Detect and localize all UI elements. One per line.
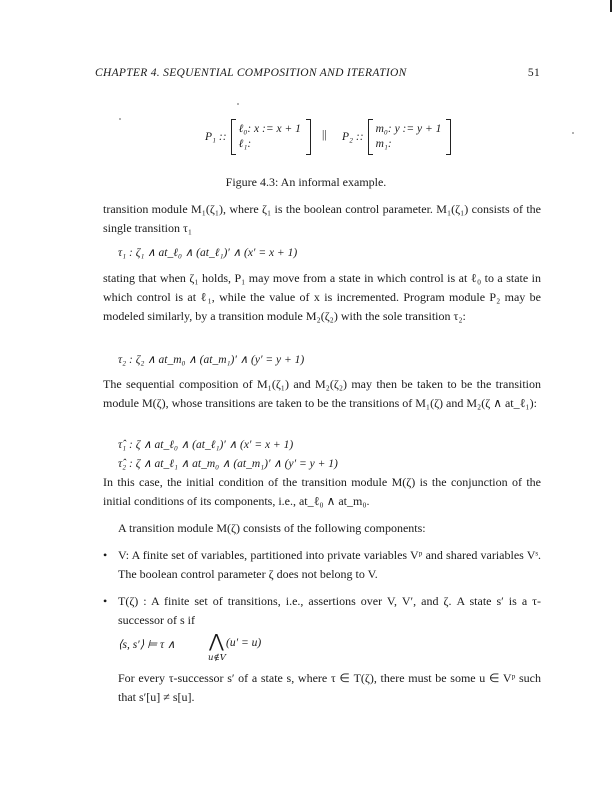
formula-tau2: τ₂ : ζ₂ ∧ at_m₀ ∧ (at_m₁)′ ∧ (y′ = y + 1) [118, 354, 305, 366]
formula-successor-lhs: ⟨s, s′⟩ ⊨ τ ∧ [118, 639, 176, 651]
scan-speck [119, 118, 121, 120]
program-p2-name: P₂ :: [342, 131, 364, 143]
paragraph-text: transition module M₁(ζ₁), where ζ₁ is the boolean control parameter. M₁(ζ₁) consists of the single transition τ₁ [103, 202, 541, 235]
bullet-icon: • [103, 548, 108, 562]
program-p1-body [231, 119, 311, 155]
list-item [103, 592, 541, 630]
figure-program [205, 115, 465, 159]
paragraph [103, 473, 541, 511]
program-p1-line: ℓ₁: [238, 138, 252, 150]
list-item-text: V: A finite set of variables, partitioned into private variables Vᵖ and shared variables Vˢ. The boolean control parameter ζ does not belong to V. [118, 548, 541, 581]
page-number: 51 [527, 67, 540, 79]
program-p1 [205, 115, 311, 159]
big-wedge-symbol: ⋀ [209, 631, 224, 652]
figure-caption: Figure 4.3: An informal example. [225, 175, 387, 189]
program-p1-name: P₁ :: [205, 131, 227, 143]
formula-tau1-hat: τ̂₁ : ζ ∧ at_ℓ₀ ∧ (at_ℓ₁)′ ∧ (x′ = x + 1) [118, 439, 294, 451]
running-header [95, 67, 540, 83]
program-p2 [342, 115, 451, 159]
parallel-operator: || [322, 129, 327, 141]
paragraph-text: A transition module M(ζ) consists of the following components: [118, 521, 426, 535]
formula-tau1: τ₁ : ζ₁ ∧ at_ℓ₀ ∧ (at_ℓ₁)′ ∧ (x′ = x + 1) [118, 247, 298, 259]
scan-speck [572, 132, 574, 134]
paragraph-text: stating that when ζ₁ holds, P₁ may move from a state in which control is at ℓ₀ to a state in which control is at ℓ₁, while the value of x is incremented. Program module P₂ may be modeled similarly, by a transition module M₂(ζ₂) with the sole transition τ₂: [103, 271, 541, 323]
list-item-text: T(ζ) : A finite set of transitions, i.e., assertions over V, V′, and ζ. A state s′ is a τ-successor of s if [118, 594, 541, 627]
list-item [103, 546, 541, 584]
program-p2-body [368, 119, 452, 155]
formula-successor-rhs: (u′ = u) [226, 637, 262, 649]
paragraph [103, 269, 541, 326]
chapter-title: CHAPTER 4. SEQUENTIAL COMPOSITION AND ITERATION [95, 67, 407, 79]
paragraph [118, 669, 541, 707]
paragraph [103, 200, 541, 238]
paragraph-text: The sequential composition of M₁(ζ₁) and M₂(ζ₂) may then be taken to be the transition module M(ζ), whose transitions are taken to be the transitions of M₁(ζ) and M₂(ζ ∧ at_ℓ₁): [103, 377, 541, 410]
paragraph [103, 519, 541, 538]
program-p2-line: m₀: y := y + 1 [375, 123, 442, 135]
formula-successor [118, 637, 175, 651]
bullet-icon: • [103, 594, 108, 608]
paragraph-text: In this case, the initial condition of the transition module M(ζ) is the conjunction of the initial conditions of its components, i.e., at_ℓ₀ ∧ at_m₀. [103, 475, 541, 508]
program-p1-line: ℓ₀: x := x + 1 [238, 123, 301, 135]
paragraph-text: For every τ-successor s′ of a state s, where τ ∈ T(ζ), there must be some u ∈ Vᵖ such that s′[u] ≠ s[u]. [118, 671, 541, 704]
program-p2-line: m₁: [375, 138, 392, 150]
formula-tau2-hat: τ̂₂ : ζ ∧ at_ℓ₁ ∧ at_m₀ ∧ (at_m₁)′ ∧ (y′ = y + 1) [118, 458, 338, 470]
formula-successor-subscript: u∉V [208, 653, 226, 663]
scan-speck [237, 103, 239, 105]
paragraph [103, 375, 541, 413]
